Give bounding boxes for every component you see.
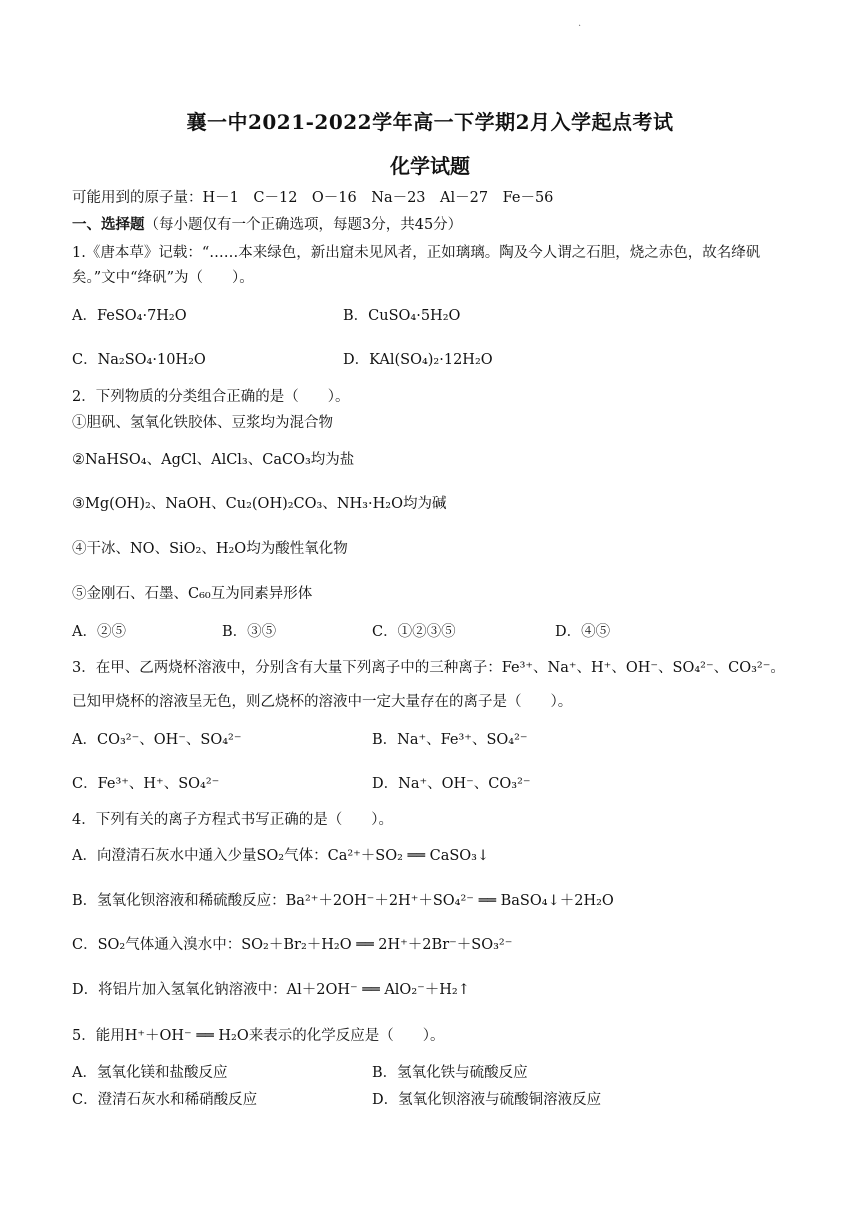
q2-statement-1: ①胆矾、氢氧化铁胶体、豆浆均为混合物 [72, 415, 333, 431]
q1-option-c: C．Na₂SO₄·10H₂O [72, 352, 206, 368]
q3-option-a: A．CO₃²⁻、OH⁻、SO₄²⁻ [72, 732, 242, 748]
q3-option-d: D．Na⁺、OH⁻、CO₃²⁻ [372, 776, 531, 792]
q5-option-d: D．氢氧化钡溶液与硫酸铜溶液反应 [372, 1092, 602, 1108]
exam-subtitle: 化学试题 [390, 154, 470, 178]
q1-stem-line2: 矣。”文中“绛矾”为（ ）。 [72, 270, 254, 286]
q2-option-d: D．④⑤ [555, 624, 611, 640]
q2-statement-3: ③Mg(OH)₂、NaOH、Cu₂(OH)₂CO₃、NH₃·H₂O均为碱 [72, 496, 447, 512]
q2-statement-4: ④干冰、NO、SiO₂、H₂O均为酸性氧化物 [72, 541, 348, 557]
q2-option-c: C．①②③⑤ [372, 624, 456, 640]
q3-option-c: C．Fe³⁺、H⁺、SO₄²⁻ [72, 776, 220, 792]
q1-option-d: D．KAl(SO₄)₂·12H₂O [343, 352, 493, 368]
top-mark: . [578, 18, 582, 29]
q3-stem-line1: 3．在甲、乙两烧杯溶液中，分别含有大量下列离子中的三种离子：Fe³⁺、Na⁺、H⁺、OH⁻、SO₄²⁻、CO₃²⁻。 [72, 660, 785, 676]
section-note: （每小题仅有一个正确选项，每题3分，共45分） [144, 217, 463, 233]
q1-stem-line1: 1.《唐本草》记载：“……本来绿色，新出窟未见风者，正如璃璃。陶及今人谓之石胆，烧之赤色，故名绛矾 [72, 245, 761, 261]
q1-option-b: B．CuSO₄·5H₂O [343, 308, 461, 324]
exam-title: 襄一中2021-2022学年高一下学期2月入学起点考试 [186, 110, 674, 134]
q5-option-a: A．氢氧化镁和盐酸反应 [72, 1065, 228, 1081]
q1-option-a: A．FeSO₄·7H₂O [72, 308, 187, 324]
q4-option-c: C．SO₂气体通入溴水中：SO₂＋Br₂＋H₂O ══ 2H⁺＋2Br⁻＋SO₃²⁻ [72, 937, 513, 953]
q2-option-b: B．③⑤ [222, 624, 277, 640]
q2-option-a: A．②⑤ [72, 624, 126, 640]
q3-stem-line2: 已知甲烧杯的溶液呈无色，则乙烧杯的溶液中一定大量存在的离子是（ ）。 [72, 694, 573, 710]
q3-option-b: B．Na⁺、Fe³⁺、SO₄²⁻ [372, 732, 528, 748]
q4-stem: 4．下列有关的离子方程式书写正确的是（ ）。 [72, 812, 393, 828]
q2-statement-2: ②NaHSO₄、AgCl、AlCl₃、CaCO₃均为盐 [72, 452, 355, 468]
q2-statement-5: ⑤金刚石、石墨、C₆₀互为同素异形体 [72, 586, 313, 602]
atomic-masses: 可能用到的原子量：H－1 C－12 O－16 Na－23 Al－27 Fe－56 [72, 190, 554, 206]
q2-stem: 2．下列物质的分类组合正确的是（ ）。 [72, 389, 350, 405]
section-title: 一、选择题 [72, 216, 145, 233]
q4-option-d: D．将铝片加入氢氧化钠溶液中：Al＋2OH⁻ ══ AlO₂⁻＋H₂↑ [72, 982, 470, 998]
q5-option-b: B．氢氧化铁与硫酸反应 [372, 1065, 528, 1081]
q4-option-b: B．氢氧化钡溶液和稀硫酸反应：Ba²⁺＋2OH⁻＋2H⁺＋SO₄²⁻ ══ BaSO₄↓＋2H₂O [72, 893, 614, 909]
q5-stem: 5．能用H⁺＋OH⁻ ══ H₂O来表示的化学反应是（ ）。 [72, 1028, 445, 1044]
q4-option-a: A．向澄清石灰水中通入少量SO₂气体：Ca²⁺＋SO₂ ══ CaSO₃↓ [72, 848, 490, 864]
q5-option-c: C．澄清石灰水和稀硝酸反应 [72, 1092, 258, 1108]
section-heading [72, 215, 462, 235]
